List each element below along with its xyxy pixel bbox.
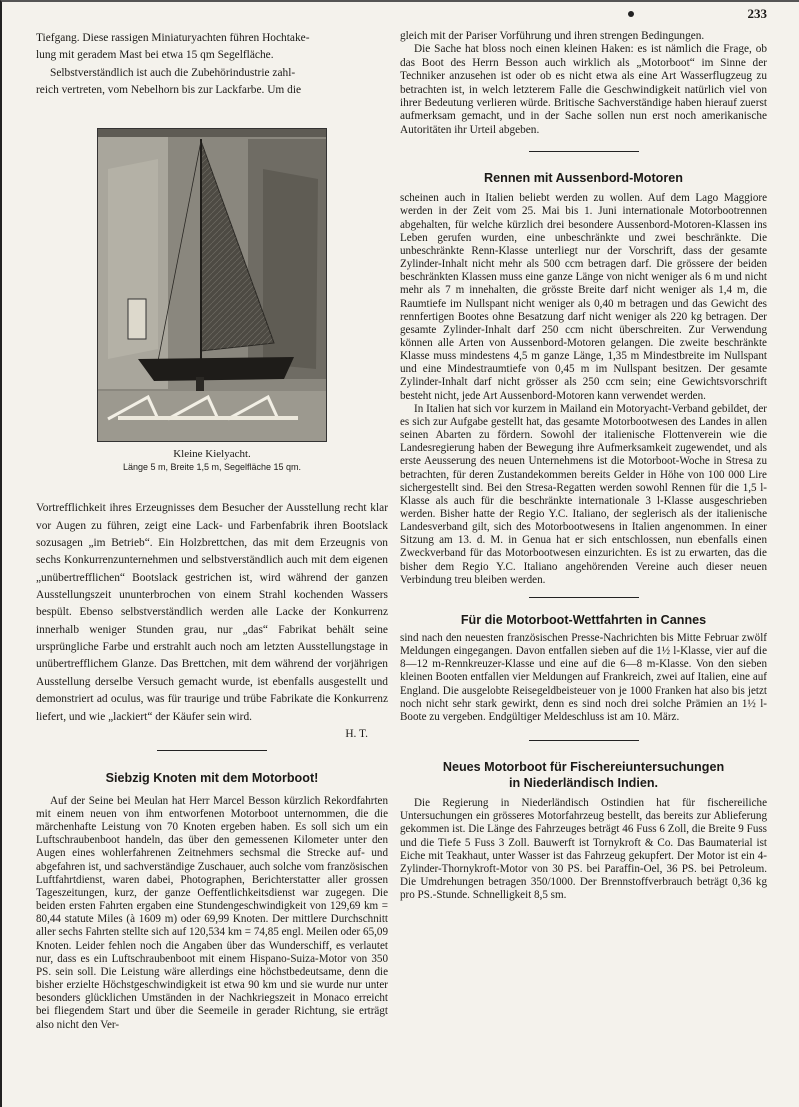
siebzig-paragraph: Auf der Seine bei Meulan hat Herr Marcel Besson kürzlich Rekordfahrten mit einem neuen von ihm entworfenen Motorboot unternommen, die die märchenhafte Leistung von 70 Knoten ergeben haben. Es soll sich um ein Luftschraubenboot handeln, das über den gemessenen Kilometer unter den Augen eines wohlerfahrenen Zeitnehmers sechsmal die Strecke auf- und abgefahren ist, und sachverständige Zuschauer, auch solche vom französischen Luftfahrtdienst, waren dabei, Photographen, Berichterstatter aller grossen Tageszeitungen, kurz, der ganze Oeffentlichkeitsdienst war zugegen. Die beiden ersten Fahrten ergaben eine Stundengeschwindigkeit von 129,69 km = 80,44 statute Miles (à 1609 m) oder 69,99 Knoten. Der mittlere Durchschnitt aller sechs Fahrten stellte sich auf 120,534 km = 74,85 engl. Meilen oder 65,09 Knoten. Leider fehlen noch die Angaben über das Wunderschiff, es verlautet nur, dass es ein Luftschraubenboot mit einem Hispano-Suiza-Motor von 350 PS. sein soll. Die Leistung wäre allerdings eine höchstbedeutsame, denn die bisher erzielte Höchstgeschwindigkeit ist etwa 90 km und sie wurde nur unter besonders glücklichen Umständen in der Nachkriegszeit in Monaco erreicht bei fliegendem Start und über die Seemeile in gerader Richtung, sie erträgt also nicht den Ver- — [36, 794, 388, 1031]
siebzig-heading: Siebzig Knoten mit dem Motorboot! — [105, 770, 319, 785]
lack-article — [36, 500, 388, 742]
figure-block — [36, 128, 388, 472]
intro-line: lung mit geradem Mast bei etwa 15 qm Segelfläche. — [36, 49, 274, 62]
cannes-paragraph: sind nach den neuesten französischen Presse-Nachrichten bis Mitte Februar zwölf Meldungen eingegangen. Davon entfallen sieben auf die 1½ l-Klasse, vier auf die 8—12 m-Rennkreuzer-Klasse und eine auf die 6—8 m-Klasse. Von den sieben kleinen Booten entfallen vier Meldungen auf Frankreich, zwei auf Italien, eine auf England. Die ausgelobte Reisegeldbeisteuer von je 1000 Franken hat also bis jetzt noch nicht sehr stark gewirkt, denn es sind noch drei solche Prämien an 1½ l-Boote zu vergeben. Endgültiger Meldeschluss ist am 10. März. — [400, 631, 767, 723]
continuation-paragraph: gleich mit der Pariser Vorführung und ihren strengen Bedingungen. — [400, 30, 705, 42]
fischerei-article — [400, 759, 767, 902]
siebzig-article — [36, 770, 388, 1032]
section-rule — [529, 597, 639, 598]
besson-continuation — [400, 30, 767, 137]
author-signature: H. T. — [345, 727, 368, 740]
yacht-photo — [97, 128, 327, 442]
section-rule — [529, 740, 639, 741]
fischerei-heading-line-1: Neues Motorboot für Fischereiuntersuchungen — [442, 760, 725, 775]
intro-line: Selbstverständlich ist auch die Zubehörindustrie zahl- — [50, 66, 296, 79]
section-rule — [529, 151, 639, 152]
cannes-article — [400, 612, 767, 724]
intro-block — [36, 30, 388, 99]
rennen-paragraph-1: scheinen auch in Italien beliebt werden zu wollen. Auf dem Lago Maggiore werden in der Zeit vom 25. Mai bis 1. Juni internationale Motorbootrennen abgehalten, für welche kürzlich drei besondere Aussenbord-Motoren-Klassen ins Leben gerufen wurden, eine unbeschränkte und zwei beschränkte. Die unbeschränkte Renn-Klasse unterliegt nur der Vorschrift, dass der gesamte Zylinder-Inhalt nicht mehr als 500 ccm betragen darf. Die grössere der beiden beschränkten Klassen muss eine ganze Länge von nicht weniger als 6 m und nicht mehr als 7 m innehalten, die grösste Breite darf nicht weniger als 1,4 m, die Raumtiefe im Nullspant nicht weniger als 0,40 m betragen und das Gewicht des rennfertigen Bootes ohne Besatzung darf nicht weniger als 220 kg betragen. Der gesamte Zylinder-Inhalt darf 250 ccm nicht überschreiten. Zur Verwendung können alle Arten von Aussenbord-Motoren gelangen. Die zweite beschränkte Klasse muss mindestens 4,5 m ganze Länge, 1,35 m Mindestbreite im Nullspant und eine Mindestraumtiefe von 0,45 m im Nullspant besitzen. Der gesamte Zylinder-Inhalt darf nicht grösser als 250 ccm sein; eine Gewichtsvorschrift besteht nicht, jede Art Aussenbord-Motoren kann verwendet werden. — [400, 192, 767, 402]
cannes-heading: Für die Motorboot-Wettfahrten in Cannes — [460, 612, 707, 627]
intro-line: reich vertreten, vom Nebelhorn bis zur Lackfarbe. Um die — [36, 84, 302, 97]
haken-paragraph: Die Sache hat bloss noch einen kleinen Haken: es ist nämlich die Frage, ob das Boot des Herrn Besson auch wirklich als „Motorboot“ im Sinne der Techniker anzusehen ist oder ob es nicht etwa als eine Art Wasserflugzeug zu betrachten ist, in welch letzterem Falle die Geschwindigkeit natürlich viel von ihrer Bedeutung verlieren würde. Britische Sachverständige haben hierauf zuerst aufmerksam gemacht, und in der Sache sollen nun erst noch amerikanische Autoritäten ihr Urteil abgeben. — [400, 43, 767, 136]
fischerei-heading-line-2: in Niederländisch Indien. — [508, 776, 659, 791]
rennen-paragraph-2: In Italien hat sich vor kurzem in Mailand ein Motoryacht-Verband gebildet, der es sich zur Aufgabe gestellt hat, das gesamte Motorbootwesen des Landes in allen seinen Abarten zu fördern. Sowohl der italienische Flottenverein wie die Landesregierung haben der Bewegung ihre Aufmerksamkeit zugewendet, und als erste Aeusserung des neuen Unternehmens ist die Motorboot-Woche in Stresa zu betrachten, für deren Zustandekommen bereits Gelder in Höhe von 100 000 Lire sichergestellt sind. Bei den Stresa-Regatten werden sowohl Rennen für die 1,5 l-Klasse als auch für die beschränkte internationale 3 l-Klasse ausgeschrieben werden. Bisher hatte der Regio Y.C. Italiano, der seglerisch als der italienische Landesverband gilt, sich des Motorbootwesens in Italien angenommen. In einer Sitzung am 13. d. M. in Genua hat er sich entschlossen, nun ebenfalls einen Zweckverband für das Motorbootwesen einzurichten. Es ist zu erwarten, das die bisher dem Regio Y.C. Italiano angehörenden Vereine auch dieser neuen Verbindung treu bleiben werden. — [400, 402, 767, 586]
fischerei-paragraph: Die Regierung in Niederländisch Ostindien hat für fischereiliche Untersuchungen ein grösseres Motorfahrzeug bestellt, das bereits zur Ablieferung gekommen ist. Die Länge des Fahrzeuges beträgt 46 Fuss 6 Zoll, die Breite 9 Fuss und die Tiefe 5 Fuss 3 Zoll. Bauwerft ist Tornykroft & Co. Das Baumaterial ist Eiche mit Teakhaut, unter Wasser ist das Fahrzeug gekupfert. Der Motor ist ein 4-Zylinder-Thornykroft-Motor von 30 PS. bei Paraffin-Oel, 36 PS. bei Petroleum. Die Umdrehungen betragen 350/1000. Der Brennstoffverbrauch beträgt 0,36 kg pro PS.-Stunde. Schnelligkeit 8,5 sm. — [400, 797, 767, 902]
rennen-article — [400, 170, 767, 587]
lack-paragraph: Vortrefflichkeit ihres Erzeugnisses dem Besucher der Ausstellung recht klar vor Augen zu führen, zeigt eine Lack- und Farbenfabrik ihren Bootslack sozusagen „im Betrieb“. Ein Holzbrettchen, das mit dem Erzeugnis von sechs Konkurrenzunternehmen und selbstverständlich auch mit dem eigenen „unübertrefflichen“ Bootslack gestrichen ist, wird während der ganzen Ausstellungszeit ununterbrochen von einem Strahl kochenden Wassers bespült. Ebenso selbstverständlich werden alle Lacke der Konkurrenz innerhalb weniger Stunden grau, nur „das“ Fabrikat behält seine ursprüngliche Farbe und erstrahlt auch noch am letzten Ausstellungstage in unübertrefflichem Glanze. Das Brettchen, mit dem während der vorjährigen Ausstellung derselbe Versuch gemacht wurde, ist ebenfalls ausgestellt und demonstriert ad oculus, was für traurige und trübe Fabrikate die Konkurrenz liefert, und wie „lackiert“ der Käufer sein wird. — [36, 502, 388, 723]
figure-subcaption: Länge 5 m, Breite 1,5 m, Segelfläche 15 qm. — [122, 462, 302, 473]
page-number: 233 — [747, 6, 767, 21]
print-dot — [628, 11, 634, 17]
yacht-photo-illustration — [98, 129, 326, 441]
left-column — [36, 30, 388, 1032]
figure-caption: Kleine Kielyacht. — [173, 448, 251, 461]
rennen-heading: Rennen mit Aussenbord-Motoren — [484, 171, 683, 186]
right-column — [400, 30, 767, 902]
intro-line: Tiefgang. Diese rassigen Miniaturyachten führen Hochtake- — [36, 32, 310, 44]
section-rule — [157, 750, 267, 751]
